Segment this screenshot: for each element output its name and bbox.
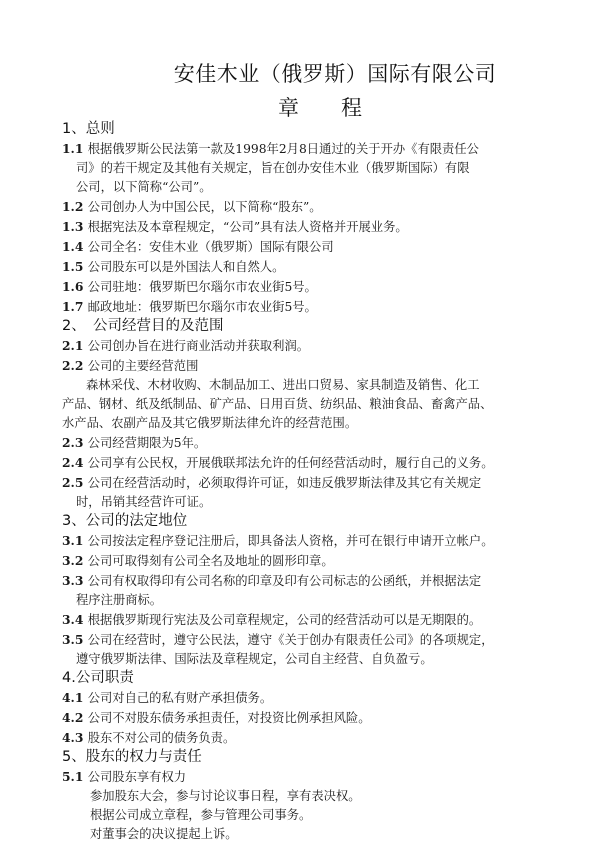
clause-text: 公司全名：安佳木业（俄罗斯）国际有限公司 xyxy=(87,240,334,254)
clause-text: 公司在经营时，遵守公民法，遵守《关于创办有限责任公司》的各项规定， xyxy=(87,633,494,647)
clause-number: 2.2 xyxy=(62,358,88,373)
section-heading: 5、股东的权力与责任 xyxy=(62,749,202,765)
clause xyxy=(62,336,562,356)
clause-number: 1.6 xyxy=(62,279,88,294)
clause-text: 邮政地址：俄罗斯巴尔瑙尔市农业街5号。 xyxy=(87,300,317,314)
clause-continuation: 司》的若干规定及其他有关规定，旨在创办安佳木业（俄罗斯国际）有限 xyxy=(76,161,470,175)
clause xyxy=(62,297,562,317)
clause xyxy=(62,571,562,591)
clause-number: 3.3 xyxy=(62,573,88,588)
clause-number: 3.5 xyxy=(62,632,88,647)
clause-number: 3.1 xyxy=(62,533,88,548)
clause-number: 4.3 xyxy=(62,730,88,745)
clause-text: 公司按法定程序登记注册后，即具备法人资格，并可在银行申请开立帐户。 xyxy=(87,534,494,548)
section-heading: 1、总则 xyxy=(62,121,115,137)
clause xyxy=(62,688,562,708)
document-body xyxy=(62,120,562,844)
clause-number: 4.1 xyxy=(62,690,88,705)
clause-text: 根据宪法及本章程规定，“公司”具有法人资格并开展业务。 xyxy=(87,220,408,234)
clause-text: 公司不对股东债务承担责任，对投资比例承担风险。 xyxy=(87,711,371,725)
clause-subitem: 参加股东大会，参与讨论议事日程，享有表决权。 xyxy=(90,789,361,803)
clause-number: 1.3 xyxy=(62,219,88,234)
clause-text: 公司驻地：俄罗斯巴尔瑙尔市农业街5号。 xyxy=(87,280,317,294)
clause xyxy=(62,767,562,787)
document-subtitle: 章 程 xyxy=(278,96,362,120)
clause-block-line: 产品、钢材、纸及纸制品、矿产品、日用百货、纺织品、粮油食品、畜禽产品、 xyxy=(62,397,493,411)
clause-continuation: 程序注册商标。 xyxy=(76,593,163,607)
clause xyxy=(62,728,562,748)
clause xyxy=(62,708,562,728)
clause-text: 公司在经营活动时，必须取得许可证，如违反俄罗斯法律及其它有关规定 xyxy=(87,476,482,490)
clause xyxy=(62,217,562,237)
document-title: 安佳木业（俄罗斯）国际有限公司 xyxy=(173,62,497,86)
clause-number: 3.2 xyxy=(62,553,88,568)
clause-text: 公司经营期限为5年。 xyxy=(87,436,207,450)
clause-number: 1.4 xyxy=(62,239,88,254)
clause-subitem: 对董事会的决议提起上诉。 xyxy=(90,827,238,841)
section-heading: 4.公司职责 xyxy=(62,670,134,686)
clause-number: 1.5 xyxy=(62,259,88,274)
clause xyxy=(62,551,562,571)
clause xyxy=(62,531,562,551)
clause-block-line: 森林采伐、木材收购、木制品加工、进出口贸易、家具制造及销售、化工 xyxy=(86,378,480,392)
clause xyxy=(62,473,562,493)
clause xyxy=(62,433,562,453)
clause-text: 公司创办人为中国公民，以下简称“股东”。 xyxy=(87,200,322,214)
clause-text: 公司可取得刻有公司全名及地址的圆形印章。 xyxy=(87,554,334,568)
clause-continuation: 时，吊销其经营许可证。 xyxy=(76,495,212,509)
clause-text: 公司股东可以是外国法人和自然人。 xyxy=(87,260,285,274)
section-heading: 3、公司的法定地位 xyxy=(62,513,188,529)
clause xyxy=(62,610,562,630)
section-heading: 2、 公司经营目的及范围 xyxy=(62,318,224,334)
clause xyxy=(62,237,562,257)
clause-number: 2.5 xyxy=(62,475,88,490)
clause-number: 2.4 xyxy=(62,455,88,470)
clause xyxy=(62,630,562,650)
clause-number: 3.4 xyxy=(62,612,88,627)
clause-number: 4.2 xyxy=(62,710,88,725)
clause-text: 公司有权取得印有公司名称的印章及印有公司标志的公函纸，并根据法定 xyxy=(87,574,482,588)
clause-text: 股东不对公司的债务负责。 xyxy=(87,731,236,745)
clause-continuation: 公司，以下简称“公司”。 xyxy=(76,180,212,194)
clause xyxy=(62,356,562,376)
clause-number: 1.7 xyxy=(62,299,88,314)
clause xyxy=(62,139,562,159)
clause xyxy=(62,277,562,297)
clause xyxy=(62,197,562,217)
clause-text: 公司的主要经营范围 xyxy=(87,359,199,373)
clause-number: 1.2 xyxy=(62,199,88,214)
clause-continuation: 遵守俄罗斯法律、国际法及章程规定，公司自主经营、自负盈亏。 xyxy=(76,652,433,666)
clause-text: 公司享有公民权，开展俄联邦法允许的任何经营活动时，履行自己的义务。 xyxy=(87,456,494,470)
clause-block-line: 水产品、农副产品及其它俄罗斯法律允许的经营范围。 xyxy=(62,416,358,430)
clause-number: 5.1 xyxy=(62,769,88,784)
clause-text: 根据俄罗斯公民法第一款及1998年2月8日通过的关于开办《有限责任公 xyxy=(87,142,479,156)
clause-subitem: 根据公司成立章程，参与管理公司事务。 xyxy=(90,808,312,822)
clause-number: 2.1 xyxy=(62,338,88,353)
clause-number: 1.1 xyxy=(62,141,88,156)
clause xyxy=(62,453,562,473)
clause-text: 公司股东享有权力 xyxy=(87,770,187,784)
clause-number: 2.3 xyxy=(62,435,88,450)
clause-text: 根据俄罗斯现行宪法及公司章程规定，公司的经营活动可以是无期限的。 xyxy=(87,613,482,627)
clause xyxy=(62,257,562,277)
clause-text: 公司创办旨在进行商业活动并获取利润。 xyxy=(87,339,310,353)
clause-text: 公司对自己的私有财产承担债务。 xyxy=(87,691,273,705)
